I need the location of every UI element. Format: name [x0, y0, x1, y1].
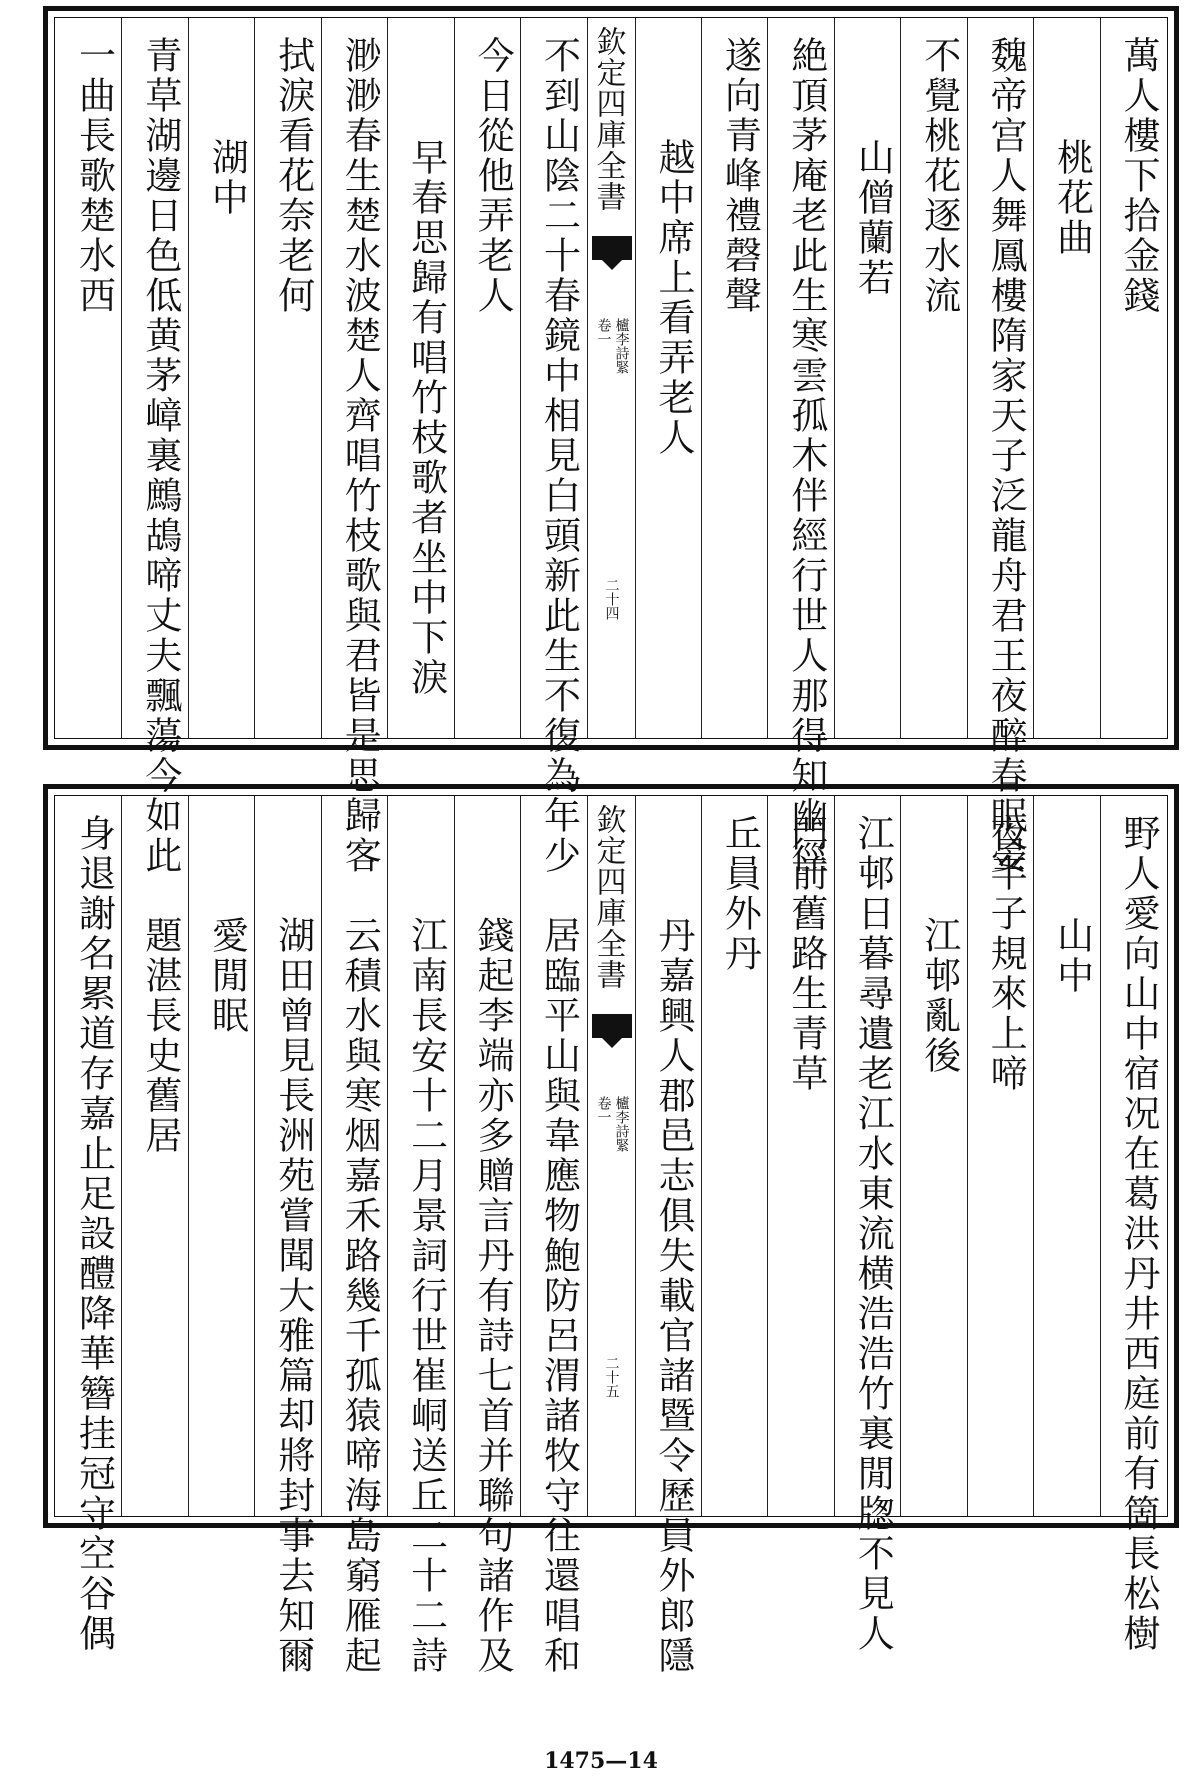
- text-column: [55, 18, 121, 738]
- text-column: [254, 796, 320, 1676]
- text-column: [635, 796, 701, 1676]
- text-column: [454, 18, 520, 738]
- column-text: 居臨平山與韋應物鮑防呂渭諸牧守往還唱和: [537, 916, 581, 1676]
- column-text: 青草湖邊日色低黄茅嶂裏鷓鴣啼丈夫飄蕩今如此: [138, 36, 182, 876]
- column-text: 一曲長歌楚水西: [72, 36, 116, 316]
- text-column: [55, 796, 121, 1654]
- center-juan: 卷一: [595, 318, 612, 346]
- text-column: [834, 18, 900, 738]
- top-page-inner: [54, 17, 1168, 876]
- column-text: 丹嘉興人郡邑志俱失載官諸暨令歷員外郎隱: [651, 916, 695, 1676]
- column-text: 云積水與寒烟嘉禾路幾千孤猿啼海島窮雁起: [338, 916, 382, 1676]
- text-column: [1033, 796, 1099, 1516]
- fish-tail-mark: [592, 236, 632, 260]
- text-column: [121, 18, 187, 876]
- center-leaf-number: 二十五: [603, 1356, 620, 1398]
- column-text: 絶頂茅庵老此生寒雲孤木伴經行世人那得知幽徑: [784, 36, 828, 876]
- text-column: [254, 18, 320, 738]
- text-column: [900, 796, 966, 1516]
- column-text: 萬人樓下拾金錢: [1117, 36, 1160, 316]
- column-text: 山僧蘭若: [851, 138, 895, 298]
- column-text: 遂向青峰禮磬聲: [718, 36, 762, 316]
- center-strip: [587, 796, 636, 1516]
- center-strip: [587, 18, 636, 738]
- column-text: 身退謝名累道存嘉止足設醴降華簪挂冠守空谷偶: [72, 814, 116, 1654]
- column-text: 渺渺春生楚水波楚人齊唱竹枝歌與君皆是思歸客: [338, 36, 382, 876]
- column-text: 錢起李端亦多贈言丹有詩七首并聯句諸作及: [471, 916, 515, 1676]
- text-column: [701, 796, 767, 1516]
- column-text: 越中席上看弄老人: [651, 138, 695, 458]
- text-column: [520, 18, 586, 876]
- text-column: [767, 796, 833, 1516]
- column-text: 丘員外丹: [718, 814, 762, 974]
- text-column: [188, 796, 254, 1516]
- text-column: [635, 18, 701, 738]
- column-text: 江南長安十二月景詞行世崔峒送丘二十二詩: [404, 916, 448, 1676]
- fish-tail-mark: [592, 1014, 632, 1038]
- column-text: 魏帝宫人舞鳳樓隋家天子泛龍舟君王夜醉春眠晏: [984, 36, 1028, 876]
- text-column: [520, 796, 586, 1676]
- text-column: [454, 796, 520, 1676]
- center-title: 欽定四庫全書: [590, 804, 626, 990]
- text-column: [1100, 18, 1166, 738]
- text-column: [1100, 796, 1166, 1654]
- column-text: 早春思歸有唱竹枝歌者坐中下淚: [404, 138, 448, 698]
- text-column: [967, 796, 1033, 1516]
- text-column: [121, 796, 187, 1516]
- text-column: [1033, 18, 1099, 738]
- center-book-title: 櫨李詩緊: [613, 1096, 630, 1152]
- column-text: 拭淚看花奈老何: [271, 36, 315, 316]
- text-column: [321, 796, 387, 1676]
- text-column: [387, 18, 453, 738]
- column-text: 桃花曲: [1050, 138, 1094, 258]
- page-folio-number: 1475—14: [544, 1748, 658, 1774]
- text-column: [188, 18, 254, 738]
- text-column: [701, 18, 767, 738]
- center-title: 欽定四庫全書: [590, 26, 626, 212]
- text-column: [900, 18, 966, 738]
- column-text: 不到山陰二十春鏡中相見白頭新此生不復為年少: [537, 36, 581, 876]
- column-text: 江邨日暮尋遺老江水東流横浩浩竹裏閒牎不見人: [851, 814, 895, 1654]
- text-column: [767, 18, 833, 876]
- text-column: [387, 796, 453, 1676]
- column-text: 野人愛向山中宿况在葛洪丹井西庭前有箇長松樹: [1117, 814, 1160, 1654]
- top-page: [43, 6, 1179, 876]
- bottom-page: [43, 784, 1179, 1676]
- center-juan: 卷一: [595, 1096, 612, 1124]
- text-column: [967, 18, 1033, 876]
- column-text: 山中: [1050, 916, 1094, 996]
- column-text: 江邨亂後: [917, 916, 961, 1076]
- column-text: 今日從他弄老人: [471, 36, 515, 316]
- center-leaf-number: 二十四: [603, 578, 620, 620]
- center-book-title: 櫨李詩緊: [613, 318, 630, 374]
- column-text: 題湛長史舊居: [138, 916, 182, 1156]
- column-text: 夜半子規來上啼: [984, 814, 1028, 1094]
- column-text: 門前舊路生青草: [784, 814, 828, 1094]
- text-column: [321, 18, 387, 876]
- column-text: 湖田曾見長洲苑嘗聞大雅篇却將封事去知爾: [271, 916, 315, 1676]
- column-text: 不覺桃花逐水流: [917, 36, 961, 316]
- text-column: [834, 796, 900, 1654]
- column-text: 愛閒眠: [205, 916, 249, 1036]
- column-text: 湖中: [205, 138, 249, 218]
- bottom-page-inner: [54, 795, 1168, 1676]
